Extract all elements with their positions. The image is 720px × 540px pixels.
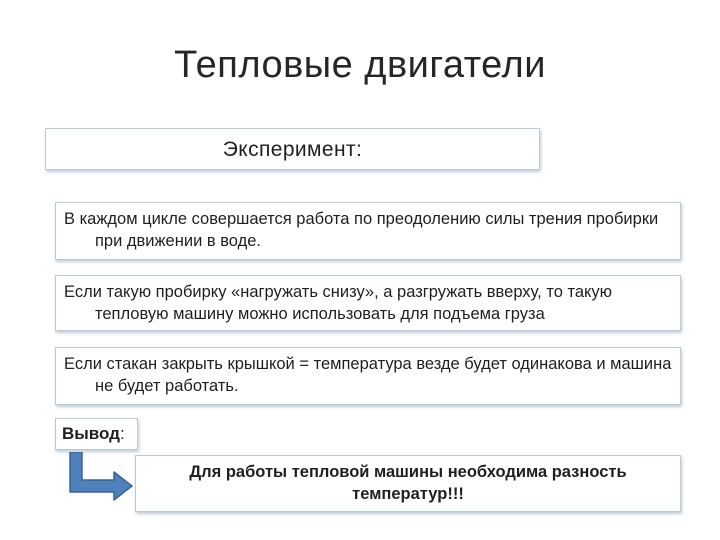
conclusion-label-bold: Вывод	[62, 424, 120, 443]
arrow-shape	[70, 452, 132, 500]
experiment-box	[45, 128, 540, 170]
paragraph-box-load	[55, 275, 681, 331]
paragraph-box-lid	[55, 347, 681, 405]
bent-arrow-down-right-icon	[66, 452, 136, 504]
paragraph-load-text: Если такую пробирку «нагружать снизу», а разгружать вверху, то такую тепловую машину можно использовать для подъема груза	[64, 283, 613, 323]
conclusion-label	[56, 419, 137, 449]
paragraph-friction-text: В каждом цикле совершается работа по преодолению силы трения пробирки при движении в воде.	[64, 210, 659, 250]
conclusion-label-colon: :	[119, 424, 125, 443]
result-box	[135, 455, 681, 512]
paragraph-box-friction	[55, 202, 681, 260]
conclusion-box	[55, 418, 138, 450]
slide-title: Тепловые двигатели	[174, 44, 546, 86]
result-text: Для работы тепловой машины необходима разность температур!!!	[189, 463, 627, 503]
experiment-label: Эксперимент:	[222, 138, 363, 161]
paragraph-lid-text: Если стакан закрыть крышкой = температура везде будет одинакова и машина не будет работать.	[64, 355, 672, 395]
